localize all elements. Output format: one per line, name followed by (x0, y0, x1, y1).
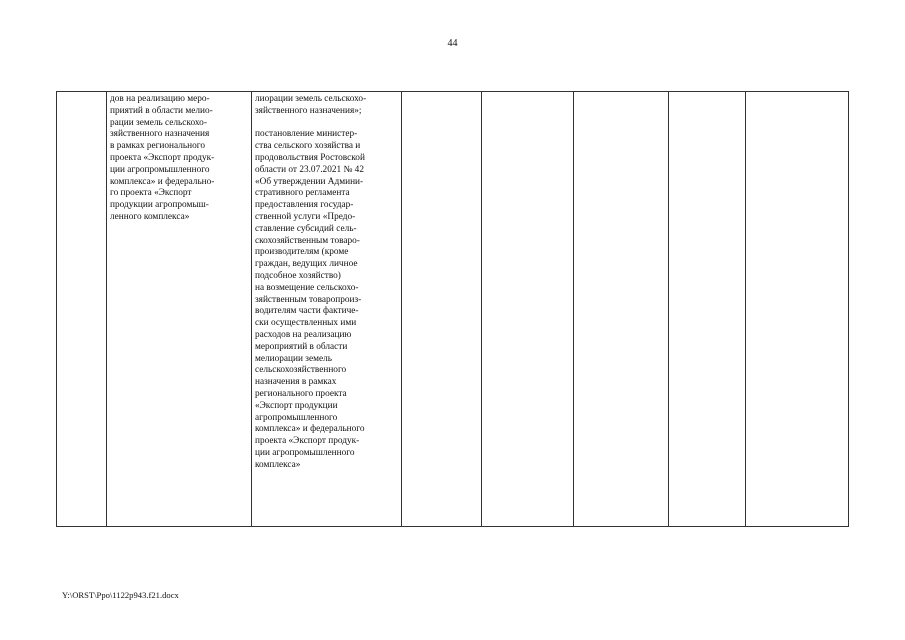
cell-text-line: в рамках регионального (110, 141, 205, 152)
cell-text-line: ленного комплекса» (110, 211, 190, 222)
cell-text-line: подсобное хозяйство) (255, 270, 341, 281)
cell-text-line: комплекса» (255, 459, 301, 470)
footer-file-path: Y:\ORST\Ppo\1122p943.f21.docx (62, 590, 179, 600)
cell-text-line: мелиорации земель (255, 353, 332, 364)
cell-text-line: ции агропромышленного (110, 164, 210, 175)
table-cell-number (57, 92, 107, 527)
legal-basis-text (255, 94, 398, 472)
cell-text-line: на возмещение сельскохо- (255, 282, 359, 293)
cell-text-line: продовольствия Ростовской (255, 152, 365, 163)
table-row (57, 92, 849, 527)
table-cell-empty-4 (402, 92, 482, 527)
cell-text-line: производителям (кроме (255, 247, 349, 258)
table-cell-empty-8 (746, 92, 849, 527)
cell-text-line: граждан, ведущих личное (255, 259, 358, 270)
table-cell-legal-basis (252, 92, 402, 527)
cell-text-line: водителям части фактиче- (255, 306, 359, 317)
cell-text-line: постановление министер- (255, 129, 358, 140)
table-cell-empty-5 (482, 92, 574, 527)
cell-text-line: ства сельского хозяйства и (255, 141, 361, 152)
cell-text-line: ставление субсидий сель- (255, 223, 357, 234)
cell-text-line: мероприятий в области (255, 341, 348, 352)
cell-text-line: назначения в рамках (255, 377, 337, 388)
cell-text-line: дов на реализацию меро- (110, 94, 210, 104)
cell-text-line: продукции агропромыш- (110, 200, 209, 211)
cell-text-line: ции агропромышленного (255, 447, 355, 458)
cell-text-line: лиорации земель сельскохо- (255, 94, 367, 104)
cell-text-line: области от 23.07.2021 № 42 (255, 164, 364, 175)
table-cell-event-name (107, 92, 252, 527)
cell-text-line: зяйственного назначения (110, 129, 210, 140)
cell-text-line: зяйственным товаропроиз- (255, 294, 362, 305)
cell-text-line: скохозяйственным товаро- (255, 235, 360, 246)
table-cell-empty-6 (574, 92, 669, 527)
cell-text-line: предоставления государ- (255, 200, 354, 211)
cell-text-line: приятий в области мелио- (110, 105, 213, 116)
cell-text-line: агропромышленного (255, 412, 338, 423)
cell-text-line: комплекса» и федерально- (110, 176, 215, 187)
cell-text-line: «Экспорт продукции (255, 400, 338, 411)
cell-text-line: сельскохозяйственного (255, 365, 347, 376)
document-table (56, 91, 849, 527)
cell-text-line (255, 118, 398, 130)
cell-text-line: комплекса» и федерального (255, 424, 365, 435)
cell-text-line: проекта «Экспорт продук- (110, 152, 215, 163)
cell-text-line: зяйственного назначения»; (255, 105, 362, 116)
table-cell-empty-7 (669, 92, 746, 527)
cell-text-line: рации земель сельскохо- (110, 117, 207, 128)
cell-text-line: ски осуществленных ими (255, 318, 357, 329)
cell-text-line: го проекта «Экспорт (110, 188, 192, 199)
cell-text-line: стративного регламента (255, 188, 350, 199)
cell-text-line: регионального проекта (255, 388, 347, 399)
cell-text-line: расходов на реализацию (255, 329, 352, 340)
cell-text-line: ственной услуги «Предо- (255, 211, 356, 222)
cell-text-line: проекта «Экспорт продук- (255, 436, 360, 447)
cell-text-line: «Об утверждении Админи- (255, 176, 364, 187)
page-number: 44 (447, 38, 458, 49)
event-name-text (110, 94, 248, 224)
